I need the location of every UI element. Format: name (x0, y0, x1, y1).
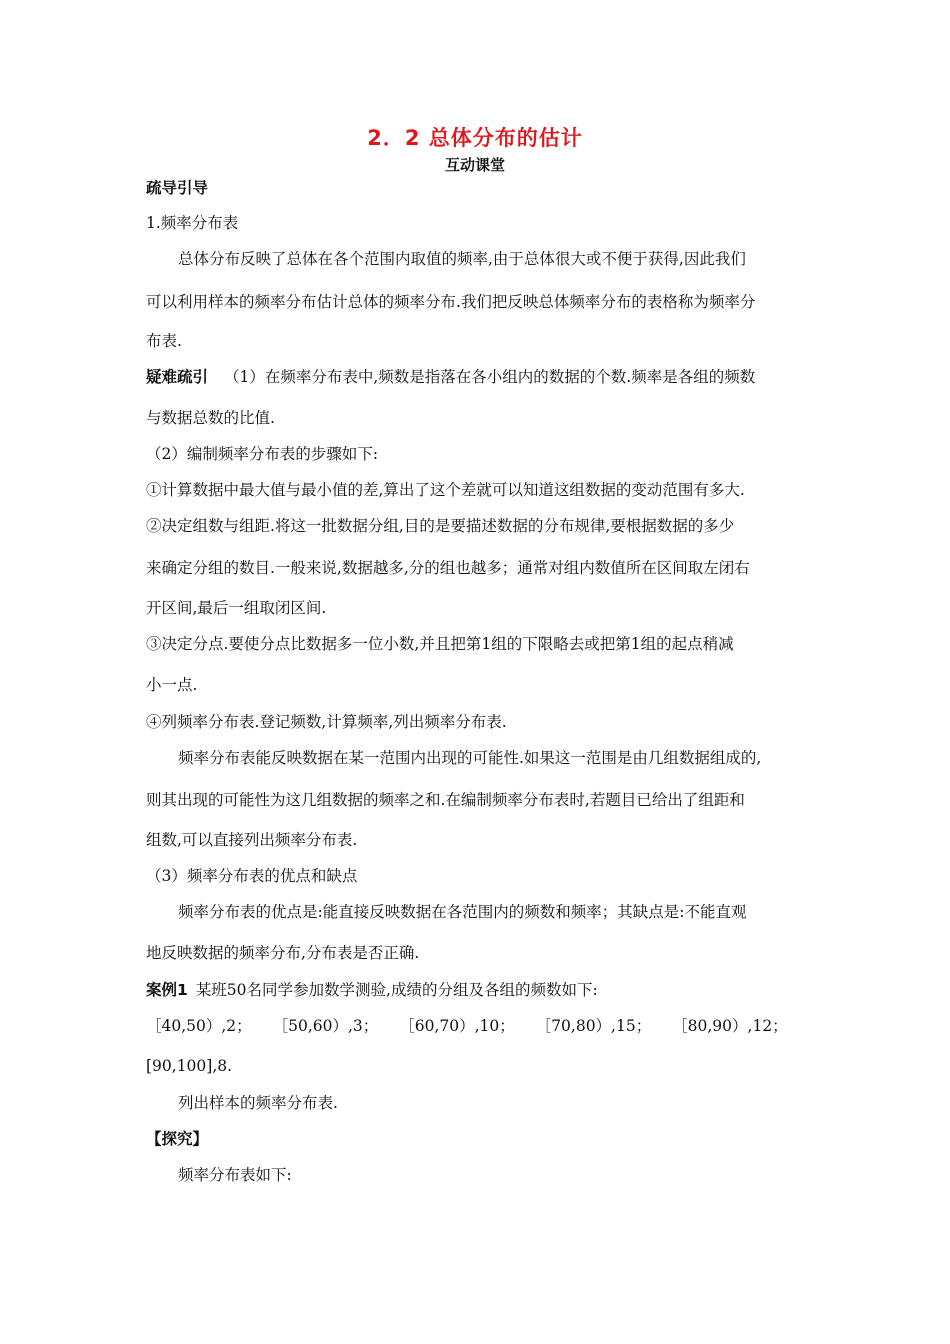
group-item: ［40,50）,2； (146, 1017, 252, 1035)
section-heading: 疏导引导 (146, 179, 209, 197)
paragraph-line: 开区间,最后一组取闭区间. (146, 599, 327, 617)
step-4: ④列频率分布表.登记频数,计算频率,列出频率分布表. (146, 713, 507, 731)
explore-text: 频率分布表如下: (178, 1166, 292, 1184)
group-item: ［80,90）,12； (672, 1017, 788, 1035)
document-subtitle: 互动课堂 (444, 156, 505, 174)
paragraph-line: 与数据总数的比值. (146, 409, 275, 427)
group-item: ［50,60）,3； (272, 1017, 379, 1035)
document-title: 2．2 总体分布的估计 (367, 126, 583, 150)
task-line: 列出样本的频率分布表. (178, 1094, 338, 1112)
group-item: ［60,70）,10； (399, 1017, 515, 1035)
paragraph-line: （3）频率分布表的优点和缺点 (146, 867, 358, 885)
case-text: 某班50名同学参加数学测验,成绩的分组及各组的频数如下: (195, 981, 598, 999)
case-line (146, 980, 598, 1000)
step-3: ③决定分点.要使分点比数据多一位小数,并且把第1组的下限略去或把第1组的起点稍减 (146, 635, 734, 653)
paragraph-line: 可以利用样本的频率分布估计总体的频率分布.我们把反映总体频率分布的表格称为频率分 (146, 293, 756, 311)
difficulty-label: 疑难疏引 (146, 368, 209, 386)
explore-heading: 【探究】 (146, 1130, 209, 1148)
item-heading-1: 1.频率分布表 (146, 214, 239, 232)
paragraph-line: 则其出现的可能性为这几组数据的频率之和.在编制频率分布表时,若题目已给出了组距和 (146, 791, 745, 809)
group-item: ［70,80）,15； (535, 1017, 652, 1035)
paragraph-line: 布表. (146, 332, 182, 350)
step-1: ①计算数据中最大值与最小值的差,算出了这个差就可以知道这组数据的变动范围有多大. (146, 481, 745, 499)
paragraph-line: 地反映数据的频率分布,分布表是否正确. (146, 944, 420, 962)
group-list (146, 1016, 788, 1036)
difficulty-line (146, 367, 755, 387)
paragraph-line: 来确定分组的数目.一般来说,数据越多,分的组也越多；通常对组内数值所在区间取左闭右 (146, 559, 750, 577)
difficulty-text: （1）在频率分布表中,频数是指落在各小组内的数据的个数.频率是各组的频数 (224, 368, 756, 386)
paragraph-line: 频率分布表能反映数据在某一范围内出现的可能性.如果这一范围是由几组数据组成的, (178, 749, 762, 767)
paragraph-line: 频率分布表的优点是:能直接反映数据在各范围内的频数和频率；其缺点是:不能直观 (178, 903, 747, 921)
paragraph-line: 小一点. (146, 676, 198, 694)
step-2: ②决定组数与组距.将这一批数据分组,目的是要描述数据的分布规律,要根据数据的多少 (146, 517, 735, 535)
paragraph-line: （2）编制频率分布表的步骤如下: (146, 445, 379, 463)
paragraph-line: 组数,可以直接列出频率分布表. (146, 831, 358, 849)
case-label: 案例1 (146, 981, 188, 999)
group-item-last: [90,100],8. (146, 1057, 233, 1075)
paragraph-line: 总体分布反映了总体在各个范围内取值的频率,由于总体很大或不便于获得,因此我们 (178, 250, 746, 268)
